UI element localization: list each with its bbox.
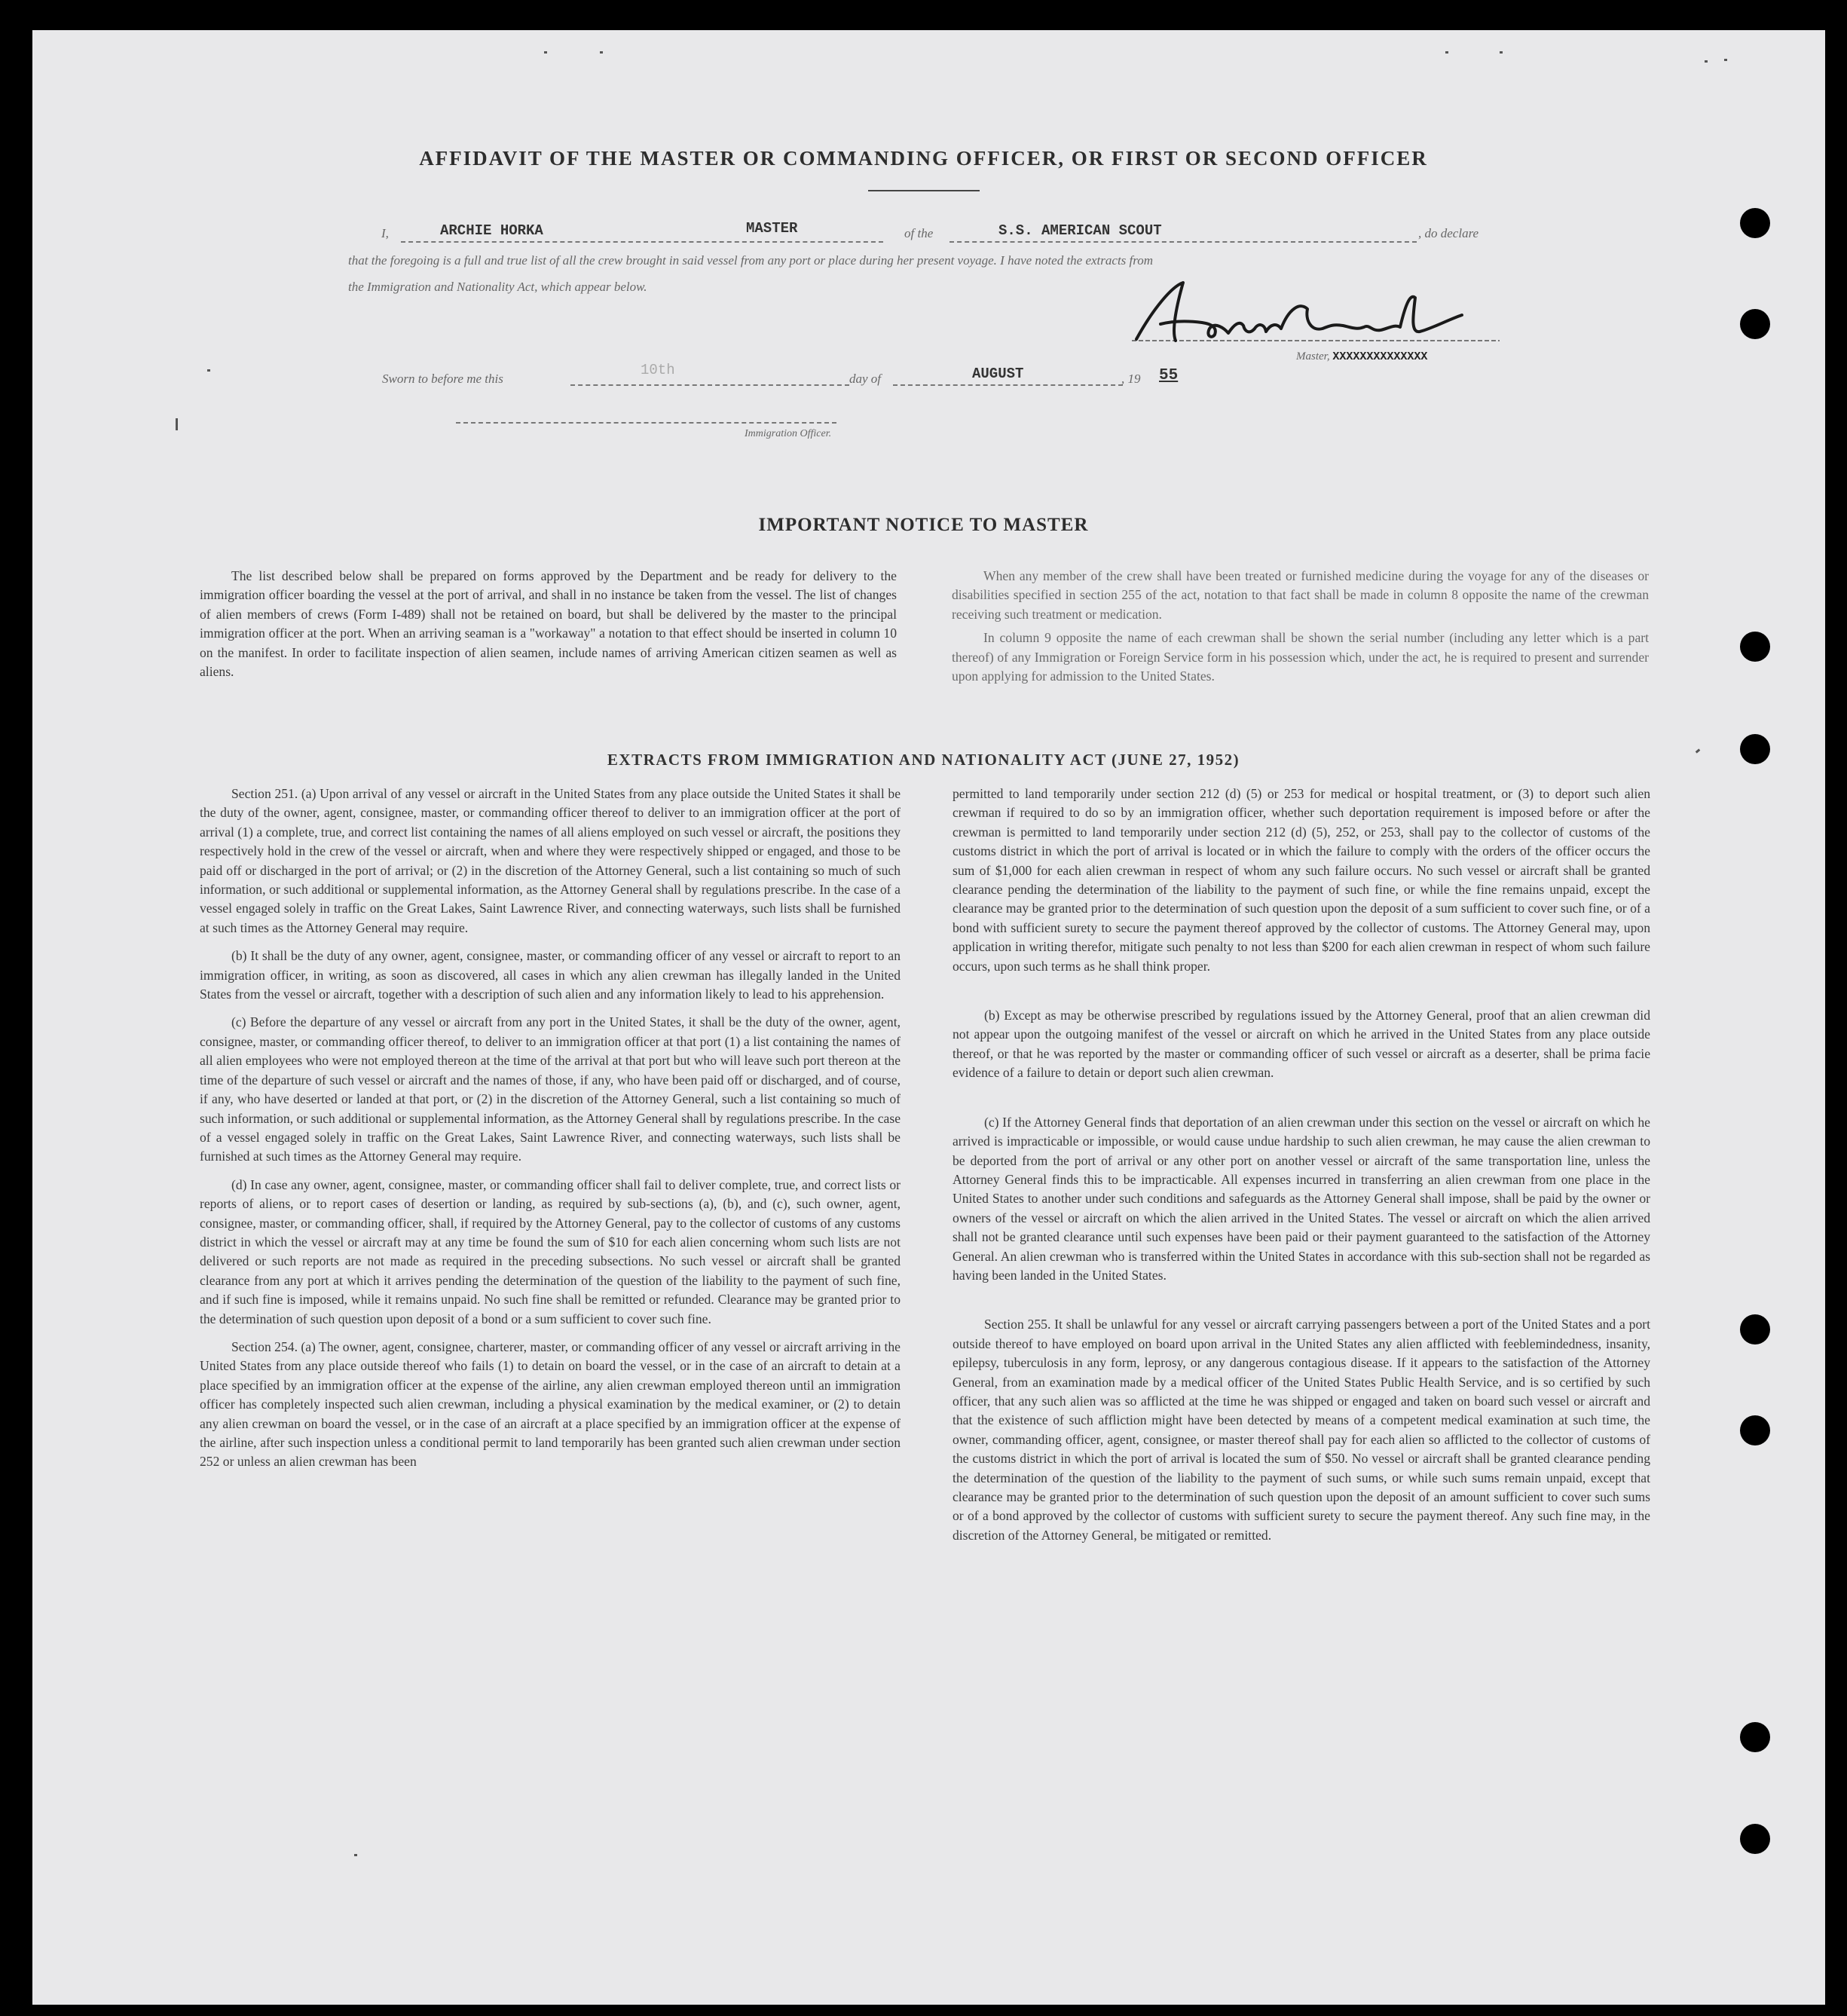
affidavit-title: AFFIDAVIT OF THE MASTER OR COMMANDING OFFICER, OR FIRST OR SECOND OFFICER [419, 147, 1428, 170]
scan-speck [1705, 60, 1708, 63]
punch-hole [1740, 309, 1770, 339]
sworn-day-field [570, 368, 849, 386]
notice-paragraph: When any member of the crew shall have been treated or furnished medicine during the voyage for any of the diseases or disabilities specified in section 255 of the act, notation to that fact shall be made in column 8 opposite the name of the crewman receiving such treatment or medication. [952, 568, 1649, 622]
master-signature [1130, 279, 1500, 354]
punch-hole [1740, 632, 1770, 662]
scan-speck [544, 51, 547, 54]
affidavit-i-prefix: I, [381, 226, 389, 240]
punch-hole [1740, 208, 1770, 238]
notice-left-column [200, 567, 897, 690]
sworn-month: AUGUST [972, 366, 1024, 382]
do-declare-label: , do declare [1418, 226, 1479, 240]
vessel-name: S.S. AMERICAN SCOUT [998, 222, 1162, 239]
scan-speck [207, 369, 210, 372]
master-crossed-out: XXXXXXXXXXXXXX [1332, 350, 1428, 363]
extracts-title: EXTRACTS FROM IMMIGRATION AND NATIONALITY ACT (JUNE 27, 1952) [607, 751, 1240, 769]
punch-hole [1740, 1722, 1770, 1752]
affidavit-line-2: that the foregoing is a full and true list of all the crew brought in said vessel from any port or place during her present voyage. I have noted the extracts from [348, 253, 1154, 268]
punch-hole [1740, 1824, 1770, 1854]
sworn-year: 55 [1159, 367, 1179, 384]
scan-speck [1500, 51, 1503, 54]
day-of-label: day of [849, 372, 882, 386]
scan-speck [354, 1854, 357, 1856]
extracts-right-column [953, 785, 1650, 1554]
title-rule [868, 190, 980, 191]
year-prefix: , 19 [1121, 372, 1141, 386]
section-254-c: (c) If the Attorney General finds that deportation of an alien crewman under this section on the vessel or aircraft on which he arrived is impracticable or impossible, or would cause undue hardship to such alien crewman, he may cause the alien crewman to be deported from the port of arrival or any other port on another vessel or aircraft of the same transportation line, unless the Attorney General finds this to be impracticable. All expenses incurred in transferring an alien crewman from one place in the United States to another under such conditions and safeguards as the Attorney General shall impose, shall be paid by the owner or owners of the vessel or aircraft on which the alien arrived in the United States. The vessel or aircraft on which the alien arrived shall not be granted clearance until such expenses have been paid or their payment guaranteed to the satisfaction of the Attorney General. An alien crewman who is transferred within the United States in accordance with this sub-section shall not be regarded as having been landed in the United States. [953, 1114, 1650, 1283]
master-name: ARCHIE HORKA [440, 222, 543, 239]
of-the-label: of the [904, 226, 934, 240]
section-251-b: (b) It shall be the duty of any owner, agent, consignee, master, or commanding officer of any vessel or aircraft to report to an immigration officer, in writing, as soon as discovered, all cases in which any alien crewman has illegally landed in the United States from the vessel or aircraft, together with a description of such alien and any information likely to lead to his apprehension. [200, 948, 901, 1002]
section-254-a-continued: permitted to land temporarily under section 212 (d) (5) or 253 for medical or hospital treatment, or (3) to deport such alien crewman if required to do so by an immigration officer, whether such deportation requirement is imposed before or after the crewman is permitted to land temporarily under section 212 (d) (5), 252, or 253, shall pay to the collector of customs of the customs district in which the port of arrival is located or in which the failure to comply with the orders of the officer occurs the sum of $1,000 for each alien crewman in respect of whom any such failure occurs. No such vessel or aircraft shall be granted clearance pending the determination of the liability to the payment of such fine, or while the fine remains unpaid, except the clearance may be granted prior to the determination of such question upon the deposit of a sum sufficient to cover such fine, or of a bond with sufficient surety to secure the payment thereof approved by the collector of customs. The Attorney General may, upon application in writing therefor, mitigate such penalty to not less than $200 for each alien crewman in respect of whom such failure occurs, upon such terms as he shall think proper. [953, 786, 1650, 974]
section-254-b: (b) Except as may be otherwise prescribed by regulations issued by the Attorney General, proof that an alien crewman did not appear upon the outgoing manifest of the vessel or aircraft on which he arrived in the United States from any place outside thereof, or that he was reported by the master or commanding officer of such vessel or aircraft as a deserter, shall be prima facie evidence of a failure to detain or deport such alien crewman. [953, 1008, 1650, 1081]
section-255: Section 255. It shall be unlawful for any vessel or aircraft carrying passengers between a port of the United States and a port outside thereof to have employed on board upon arrival in the United States any alien afflicted with feeblemindedness, insanity, epilepsy, tuberculosis in any form, leprosy, or any dangerous contagious disease. If it appears to the satisfaction of the Attorney General, from an examination made by a medical officer of the United States Public Health Service, and is so certified by such officer, that any such alien was so afflicted at the time he was shipped or engaged and taken on board such vessel or aircraft and that the existence of such affliction might have been detected by means of a competent medical examination at such time, the owner, commanding officer, agent, consignee, or master thereof shall pay for each alien so afflicted to the collector of customs of the customs district in which the port of arrival is located the sum of $50. No vessel or aircraft shall be granted clearance pending the determination of the question of the liability to the payment of such sums, or while such sums remain unpaid, except that clearance may be granted prior to the determination of such question upon the deposit of an amount sufficient to cover such sums or of a bond approved by the collector of customs with sufficient surety to secure the payment thereof. Any such fine may, in the discretion of the Attorney General, be mitigated or remitted. [953, 1317, 1650, 1543]
punch-hole [1740, 1415, 1770, 1445]
scan-speck [1724, 59, 1727, 61]
notice-right-column [952, 567, 1649, 695]
extracts-left-column [200, 785, 901, 1481]
section-254-a: Section 254. (a) The owner, agent, consignee, charterer, master, or commanding officer of any vessel or aircraft arriving in the United States from any place outside thereof who fails (1) to detain on board the vessel, or in the case of an aircraft to detain at a place specified by an immigration officer at the expense of the airline, any alien crewman employed thereon until an immigration officer has completely inspected such alien crewman, including a physical examination by the medical examiner, or (2) to detain any alien crewman on board the vessel, or in the case of an aircraft at a place specified by an immigration officer at the expense of the airline, after such inspection unless a conditional permit to land temporarily has been granted such alien crewman under section 252 or unless an alien crewman has been [200, 1338, 901, 1470]
affidavit-line-3: the Immigration and Nationality Act, which appear below. [348, 280, 647, 294]
officer-signature-line [456, 405, 836, 424]
master-title-label [1296, 350, 1427, 363]
section-251-d: (d) In case any owner, agent, consignee, master, or commanding officer shall fail to deliver complete, true, and correct lists or reports of aliens, or to report cases of desertion or landing, as required by sub-sections (a), (b), and (c), such owner, agent, consignee, master, or commanding officer, shall, if required by the Attorney General, pay to the collector of customs of any customs district in which the vessel or aircraft may at any time be found the sum of $10 for each alien concerning whom such lists are not delivered or such reports are not made as required in the preceding subsections. No such vessel or aircraft shall be granted clearance from any port at which it arrives pending the determination of the question of the liability to the payment of such fine, and if such fine is imposed, while it remains unpaid. No such fine shall be remitted or refunded. Clearance may be granted prior to the determination of such question upon deposit of a bond or a sum sufficient to cover such fine. [200, 1176, 901, 1326]
scan-speck [176, 418, 178, 430]
notice-paragraph: The list described below shall be prepared on forms approved by the Department and be ready for delivery to the immigration officer boarding the vessel at the port of arrival, and shall in no instance be taken from the vessel. The list of changes of alien members of crews (Form I-489) shall not be retained on board, but shall be delivered by the master to the principal immigration officer at the port. When an arriving seaman is a "workaway" a notation to that effect should be inserted in column 10 on the manifest. In order to facilitate inspection of alien seamen, include names of arriving American citizen seamen as well as aliens. [200, 568, 897, 680]
scan-speck [1445, 51, 1448, 54]
scan-speck [600, 51, 603, 54]
notice-title: IMPORTANT NOTICE TO MASTER [758, 515, 1089, 535]
notice-paragraph: In column 9 opposite the name of each crewman shall be shown the serial number (including any letter which is a part thereof) of any Immigration or Foreign Service form in his possession which, under the act, he is required to present and surrender upon applying for admission to the United States. [952, 630, 1649, 684]
sworn-day: 10th [641, 362, 675, 378]
master-rank: MASTER [746, 220, 798, 237]
master-label: Master, [1296, 350, 1330, 363]
sworn-label: Sworn to before me this [382, 372, 503, 386]
section-251-a: Section 251. (a) Upon arrival of any vessel or aircraft in the United States from any place outside the United States it shall be the duty of the owner, agent, consignee, master, or commanding officer thereof to deliver to an immigration officer at the port of arrival (1) a complete, true, and correct list containing the names of all aliens employed on such vessel or aircraft, the positions they respectively hold in the crew of the vessel or aircraft, when and where they were respectively shipped or engaged, and those to be paid off or discharged in the port of arrival; or (2) in the discretion of the Attorney General, such a list containing so much of such information, or such additional or supplemental information, as the Attorney General shall by regulations prescribe. In the case of a vessel engaged solely in traffic on the Great Lakes, Saint Lawrence River, and connecting waterways, such lists shall be furnished at such times as the Attorney General may require. [200, 786, 901, 935]
punch-hole [1740, 1314, 1770, 1345]
section-251-c: (c) Before the departure of any vessel or aircraft from any port in the United States, it shall be the duty of the owner, agent, consignee, master, or commanding officer thereof, to deliver to an immigration officer at that port (1) a list containing the names of all alien employees who were not employed thereon at the time of the arrival at that port but who will leave such port thereon at the time of the departure of such vessel or aircraft and the names of those, if any, who have been paid off or discharged, and of course, if any, who have deserted or landed at that port, or (2) in the discretion of the Attorney General, such a list containing so much of such information, or such additional or supplemental information, as the Attorney General shall by regulations prescribe. In the case of a vessel engaged solely in traffic on the Great Lakes, Saint Lawrence River, and connecting waterways, such lists shall be furnished at such times as the Attorney General may require. [200, 1014, 901, 1164]
officer-label: Immigration Officer. [745, 428, 832, 439]
